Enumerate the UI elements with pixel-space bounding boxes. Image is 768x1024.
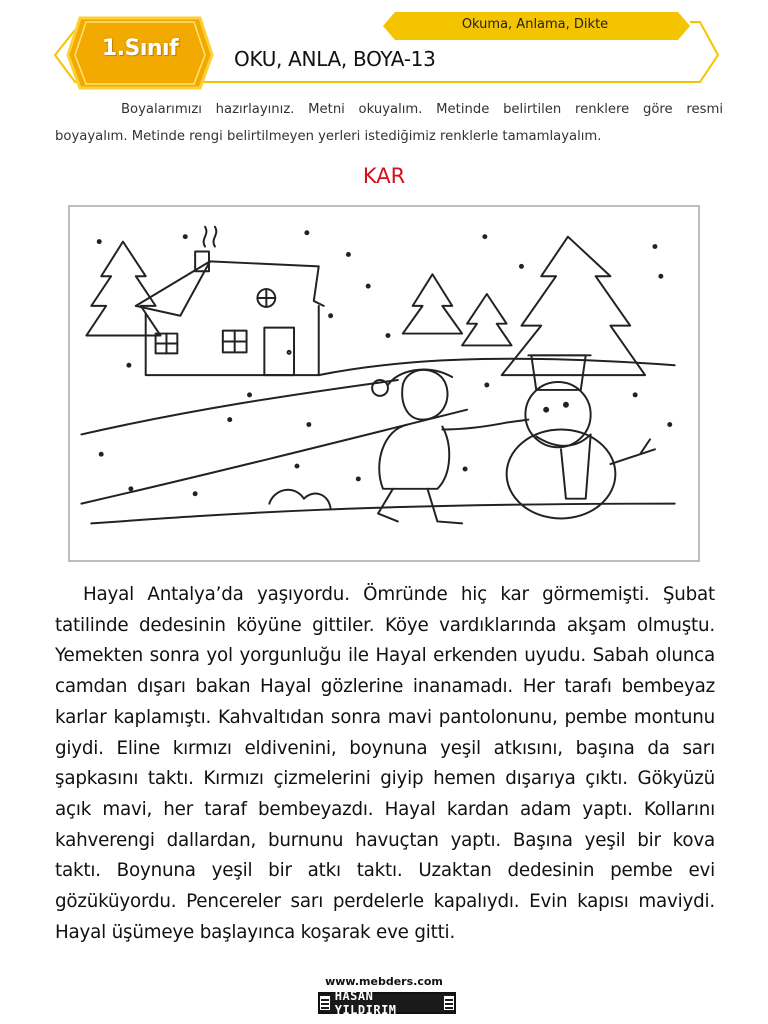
author-badge (318, 989, 456, 1017)
tree-middle (403, 274, 462, 333)
house (136, 227, 324, 375)
worksheet-title: OKU, ANLA, BOYA-13 (234, 47, 436, 71)
tree-left (86, 242, 160, 336)
subject-tag: Okuma, Anlama, Dikte (461, 17, 609, 32)
snowman (507, 355, 655, 518)
building-icon (444, 996, 454, 1010)
snowflakes (97, 230, 672, 496)
building-icon (320, 996, 330, 1010)
author-name: HASAN YILDIRIM (334, 989, 397, 1017)
footer-website: www.mebders.com (325, 975, 443, 988)
child-figure (372, 370, 506, 524)
story-text: Hayal Antalya’da yaşıyordu. Ömründe hiç kar görmemişti. Şubat tatilinde dedesinin köyüne gittiler. Köye vardıklarında akşam olmuştu. Yemekten sonra yol yorgunluğu ile Hayal erkenden uyudu. Sabah olunca camdan dışarı bakan Hayal gözlerine inanamadı. Her tarafı bembeyaz karlar kaplamıştı. Kahvaltıdan sonra mavi pantolonunu, pembe montunu giydi. Eline kırmızı eldivenini, boynuna yeşil atkısını, başına da sarı şapkasını taktı. Kırmızı çizmelerini giyip hemen dışarıya çıktı. Gökyüzü açık mavi, her taraf bembeyazdı. Hayal kardan adam yaptı. Kollarını kahverengi dallardan, burnunu havuçtan yaptı. Başına yeşil bir kova taktı. Boynuna yeşil bir atkı taktı. Uzaktan dedesinin pembe evi gözüküyordu. Pencereler sarı perdelerle kapalıydı. Evin kapısı maviydi. Hayal üşümeye başlayınca koşarak eve gitti. (55, 584, 715, 943)
coloring-picture (68, 205, 700, 562)
grade-badge: 1.Sınıf (101, 36, 179, 61)
story-title: KAR (362, 164, 406, 188)
road-edge-top (81, 380, 397, 434)
instructions-text: Boyalarımızı hazırlayınız. Metni okuyalım. Metinde belirtilen renklere göre resmi boyayalım. Metinde rengi belirtilmeyen yerleri istediğimiz renklerle tamamlayalım. (55, 102, 723, 144)
